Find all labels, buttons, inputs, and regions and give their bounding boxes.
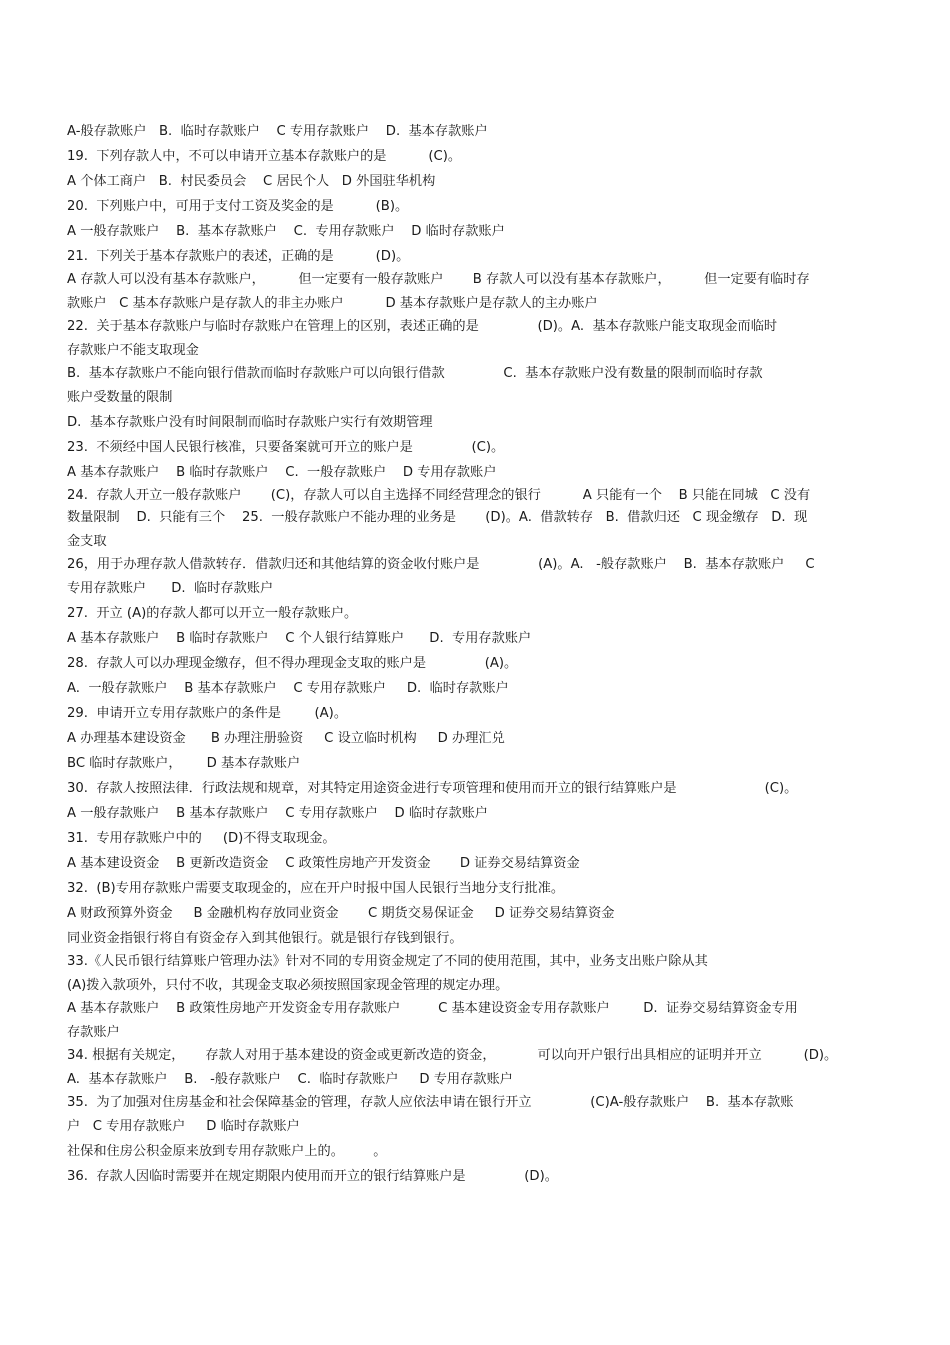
text-line: 33.《人民币银行结算账户管理办法》针对不同的专用资金规定了不同的使用范围，其中，业务支出账户除从其: [67, 954, 708, 969]
text-line: 21. 下列关于基本存款账户的表述，正确的是 (D)。: [67, 249, 410, 264]
text-line: (A)拨入款项外，只付不收，其现金支取必须按照国家现金管理的规定办理。: [67, 978, 509, 993]
text-line: A 办理基本建设资金 B 办理注册验资 C 设立临时机构 D 办理汇兑: [67, 731, 505, 746]
text-line: A 个体工商户 B. 村民委员会 C 居民个人 D 外国驻华机构: [67, 174, 436, 189]
text-line: 款账户 C 基本存款账户是存款人的非主办账户 D 基本存款账户是存款人的主办账户: [67, 296, 598, 311]
text-line: BC 临时存款账户， D 基本存款账户: [67, 756, 301, 771]
text-line: 27. 开立 (A)的存款人都可以开立一般存款账户。: [67, 606, 358, 621]
text-line: 23. 不须经中国人民银行核准，只要备案就可开立的账户是 (C)。: [67, 440, 505, 455]
text-line: A 存款人可以没有基本存款账户， 但一定要有一般存款账户 B 存款人可以没有基本存款账户， 但一定要有临时存: [67, 272, 810, 287]
text-line: 22. 关于基本存款账户与临时存款账户在管理上的区别，表述正确的是 (D)。A. 基本存款账户能支取现金而临时: [67, 319, 778, 334]
text-line: 32. (B)专用存款账户需要支取现金的，应在开户时报中国人民银行当地分支行批准。: [67, 881, 565, 896]
text-line: 社保和住房公积金原来放到专用存款账户上的。 。: [67, 1144, 387, 1159]
text-line: 28. 存款人可以办理现金缴存，但不得办理现金支取的账户是 (A)。: [67, 656, 518, 671]
text-line: A 一般存款账户 B 基本存款账户 C 专用存款账户 D 临时存款账户: [67, 806, 488, 821]
text-line: A 基本建设资金 B 更新改造资金 C 政策性房地产开发资金 D 证券交易结算资金: [67, 856, 580, 871]
text-line: 同业资金指银行将自有资金存入到其他银行。就是银行存钱到银行。: [67, 931, 463, 946]
text-line: A 基本存款账户 B 临时存款账户 C 个人银行结算账户 D. 专用存款账户: [67, 631, 532, 646]
text-line: 30. 存款人按照法律．行政法规和规章，对其特定用途资金进行专项管理和使用而开立的银行结算账户是 (C)。: [67, 781, 798, 796]
text-line: A 财政预算外资金 B 金融机构存放同业资金 C 期货交易保证金 D 证券交易结算资金: [67, 906, 615, 921]
text-line: 金支取: [67, 534, 107, 549]
document-body: [67, 119, 892, 1189]
text-line: A. 基本存款账户 B. -般存款账户 C. 临时存款账户 D 专用存款账户: [67, 1072, 513, 1087]
text-line: 20. 下列账户中，可用于支付工资及奖金的是 (B)。: [67, 199, 409, 214]
text-line: 31. 专用存款账户中的 (D)不得支取现金。: [67, 831, 336, 846]
text-line: 24. 存款人开立一般存款账户 (C)，存款人可以自主选择不同经营理念的银行 A 只能有一个 B 只能在同城 C 没有: [67, 488, 811, 503]
text-line: 专用存款账户 D. 临时存款账户: [67, 581, 274, 596]
text-line: 存款账户: [67, 1025, 120, 1040]
text-line: 35. 为了加强对住房基金和社会保障基金的管理，存款人应依法申请在银行开立 (C)A-般存款账户 B. 基本存款账: [67, 1095, 794, 1110]
text-line: D. 基本存款账户没有时间限制而临时存款账户实行有效期管理: [67, 415, 433, 430]
text-line: 34. 根据有关规定， 存款人对用于基本建设的资金或更新改造的资金， 可以向开户银行出具相应的证明并开立 (D)。: [67, 1048, 838, 1063]
text-line: B. 基本存款账户不能向银行借款而临时存款账户可以向银行借款 C. 基本存款账户没有数量的限制而临时存款: [67, 366, 763, 381]
text-line: 19. 下列存款人中，不可以申请开立基本存款账户的是 (C)。: [67, 149, 462, 164]
text-line: 户 C 专用存款账户 D 临时存款账户: [67, 1119, 300, 1134]
text-line: 存款账户不能支取现金: [67, 343, 199, 358]
text-line: 29. 申请开立专用存款账户的条件是 (A)。: [67, 706, 348, 721]
text-line: A 基本存款账户 B 政策性房地产开发资金专用存款账户 C 基本建设资金专用存款账户 D. 证券交易结算资金专用: [67, 1001, 798, 1016]
text-line: 36. 存款人因临时需要并在规定期限内使用而开立的银行结算账户是 (D)。: [67, 1169, 558, 1184]
text-line: 26，用于办理存款人借款转存．借款归还和其他结算的资金收付账户是 (A)。A. -般存款账户 B. 基本存款账户 C: [67, 557, 815, 572]
text-line: A 基本存款账户 B 临时存款账户 C. 一般存款账户 D 专用存款账户: [67, 465, 497, 480]
text-line: A-般存款账户 B. 临时存款账户 C 专用存款账户 D. 基本存款账户: [67, 124, 488, 139]
text-line: A. 一般存款账户 B 基本存款账户 C 专用存款账户 D. 临时存款账户: [67, 681, 509, 696]
text-line: A 一般存款账户 B. 基本存款账户 C. 专用存款账户 D 临时存款账户: [67, 224, 505, 239]
text-line: 数量限制 D. 只能有三个 25. 一般存款账户不能办理的业务是 (D)。A. 借款转存 B. 借款归还 C 现金缴存 D. 现: [67, 510, 808, 525]
text-line: 账户受数量的限制: [67, 390, 173, 405]
